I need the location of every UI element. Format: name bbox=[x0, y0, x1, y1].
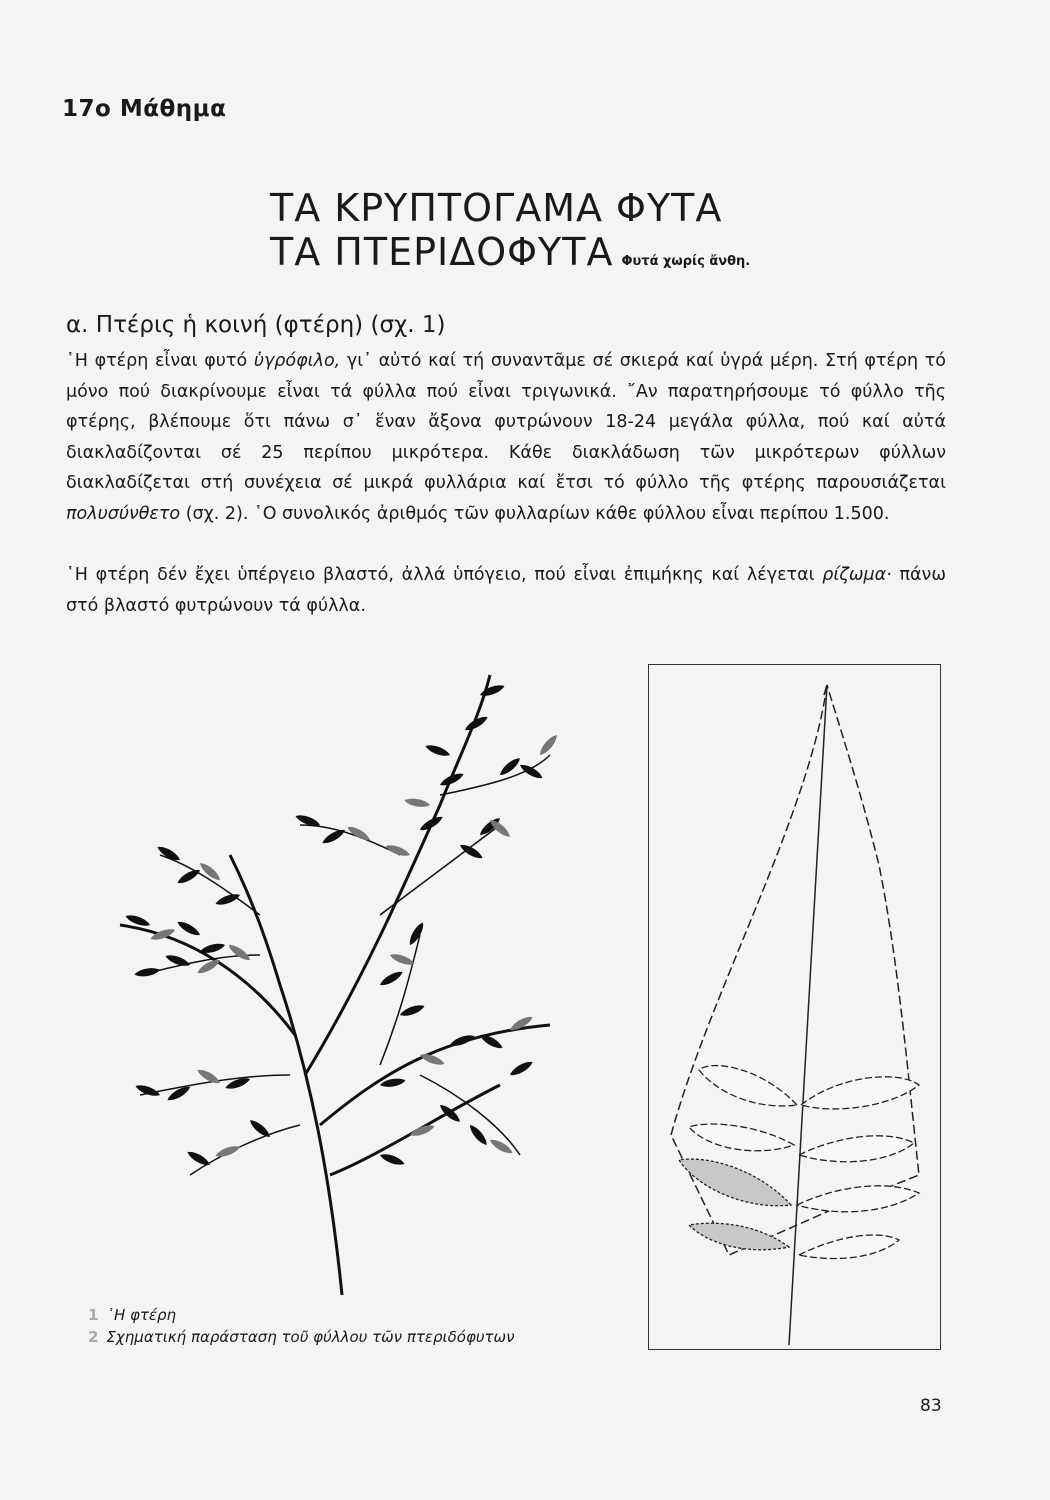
schematic-frond-diagram bbox=[649, 665, 940, 1349]
caption-number: 1 bbox=[88, 1306, 99, 1324]
p2-text-c: πάνω στό βλαστό φυτρώνουν τά φύλλα. bbox=[66, 565, 946, 616]
p1-text-e: (σχ. 2). ῾Ο συνολικός ἀριθμός τῶν φυλλαρίων κάθε φύλλου εἶναι περίπου 1.500. bbox=[180, 503, 890, 524]
p2-text-a: ῾Η φτέρη δέν ἔχει ὑπέργειο βλαστό, ἀλλά ὑπόγειο, πού εἶναι ἐπιμήκης καί λέγεται bbox=[66, 565, 823, 585]
p1-italic-term-1: ὑγρόφιλο, bbox=[253, 351, 341, 371]
section-heading: α. Πτέρις ἡ κοινή (φτέρη) (σχ. 1) bbox=[66, 312, 446, 338]
p1-text-a: ῾Η φτέρη εἶναι φυτό bbox=[66, 351, 254, 371]
page-number: 83 bbox=[920, 1396, 942, 1416]
paragraph-2 bbox=[66, 560, 946, 621]
p1-text-c: γι᾽ αὐτό καί τή συναντᾶμε σέ σκιερά καί ὑγρά μέρη. Στή φτέρη τό μόνο πού διακρίνουμε εἶναι τά φύλλα πού εἶναι τριγωνικά. ῎Αν παρατηρήσουμε τό φύλλο τῆς φτέρης, βλέπουμε ὅτι πάνω σ᾽ ἕναν ἄξονα φυτρώνουν 18-24 μεγάλα φύλλα, πού καί αὐτά διακλαδίζονται σέ 25 περίπου μικρότερα. Κάθε διακλάδωση τῶν μικρότερων φύλλων διακλαδίζεται στή συνέχεια σέ μικρά φυλλάρια καί ἔτσι τό φύλλο τῆς φτέρης παρουσιάζεται bbox=[66, 351, 946, 493]
figure-caption-2 bbox=[88, 1328, 515, 1346]
fern-illustration bbox=[80, 655, 640, 1305]
lesson-label: 17ο Μάθημα bbox=[62, 96, 227, 122]
p1-italic-term-2: πολυσύνθετο bbox=[66, 503, 181, 524]
subtitle-note: Φυτά χωρίς ἄνθη. bbox=[621, 254, 751, 269]
caption-number: 2 bbox=[88, 1328, 99, 1346]
caption-text: Σχηματική παράσταση τοῦ φύλλου τῶν πτεριδόφυτων bbox=[106, 1328, 515, 1346]
paragraph-1 bbox=[66, 346, 946, 529]
p2-italic-term: ρίζωμα· bbox=[822, 565, 892, 585]
title-line-2: ΤΑ ΠΤΕΡΙΔΟΦΥΤΑ bbox=[270, 230, 614, 274]
chapter-title: ΤΑ ΚΡΥΠΤΟΓΑΜΑ ΦΥΤΑ bbox=[270, 186, 723, 230]
chapter-subtitle-line bbox=[270, 230, 750, 274]
figure-caption-1 bbox=[88, 1306, 176, 1324]
caption-text: ῾Η φτέρη bbox=[106, 1306, 177, 1324]
schematic-figure-frame bbox=[648, 664, 941, 1350]
